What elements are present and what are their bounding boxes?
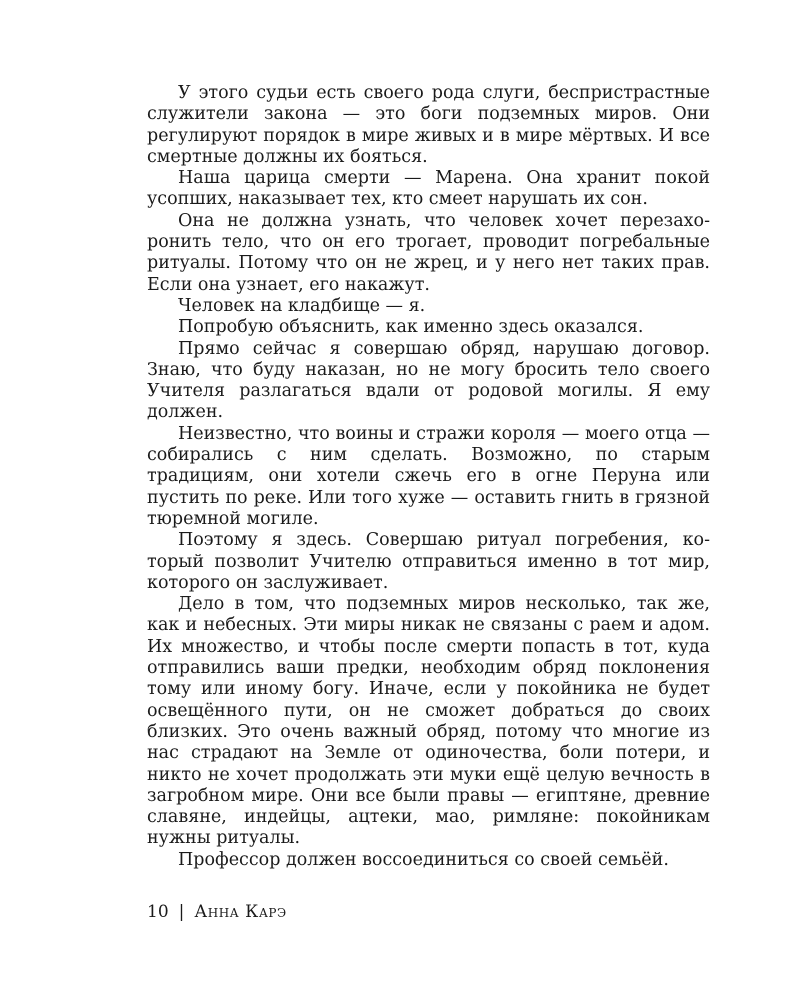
paragraph: Человек на кладбище — я.: [178, 295, 426, 316]
paragraph: Она не должна узнать, что человек хочет перезахоронить тело, что он его трогает, проводит погребальные ритуалы. Потому что он не жрец, и у него нет таких прав. Если она узнает, его накажут.: [147, 210, 710, 295]
paragraph: У этого судьи есть своего рода слуги, беспристрастные служители закона — это боги подземных миров. Они регулируют порядок в мире живых и в мире мёртвых. И все смертные должны их бояться.: [147, 83, 710, 167]
running-head-author: Анна Карэ: [194, 902, 287, 922]
paragraph: Попробую объяснить, как именно здесь оказался.: [178, 317, 644, 338]
paragraph: Поэтому я здесь. Совершаю ритуал погребения, который позволит Учителю отправиться именно в тот мир, которого он заслуживает.: [147, 530, 710, 593]
paragraph: Профессор должен воссоединиться со своей семьёй.: [178, 849, 669, 870]
footer-separator: |: [178, 902, 185, 922]
paragraph: Наша царица смерти — Марена. Она хранит покой усопших, наказывает тех, кто смеет нарушать их сон.: [147, 168, 710, 210]
page-footer: [147, 901, 287, 923]
page-number: 10: [147, 902, 169, 922]
paragraph: Прямо сейчас я совершаю обряд, нарушаю договор. Знаю, что буду наказан, но не могу бросить тело своего Учителя разлагаться вдали от родовой могилы. Я ему должен.: [147, 338, 710, 423]
body-text: [147, 83, 710, 871]
paragraph: Неизвестно, что воины и стражи короля — моего отца — собирались с ним сделать. Возможно, по старым традициям, они хотели сжечь его в огне Перуна или пустить по реке. Или того хуже — оставить гнить в грязной тюремной могиле.: [147, 423, 710, 529]
paragraph: Дело в том, что подземных миров несколько, так же, как и небесных. Эти миры никак не связаны с раем и адом. Их множество, и чтобы после смерти попасть в тот, куда отправились ваши предки, необходим обряд поклонения тому или иному богу. Иначе, если у покойника не будет освещённого пути, он не сможет добраться до своих близких. Это очень важный обряд, потому что многие из нас страдают на Земле от одиночества, боли потери, и никто не хочет продолжать эти муки ещё целую вечность в загробном мире. Они все были правы — египтяне, древние славяне, индейцы, ацтеки, мао, римляне: покойникам нужны ритуалы.: [147, 594, 710, 849]
